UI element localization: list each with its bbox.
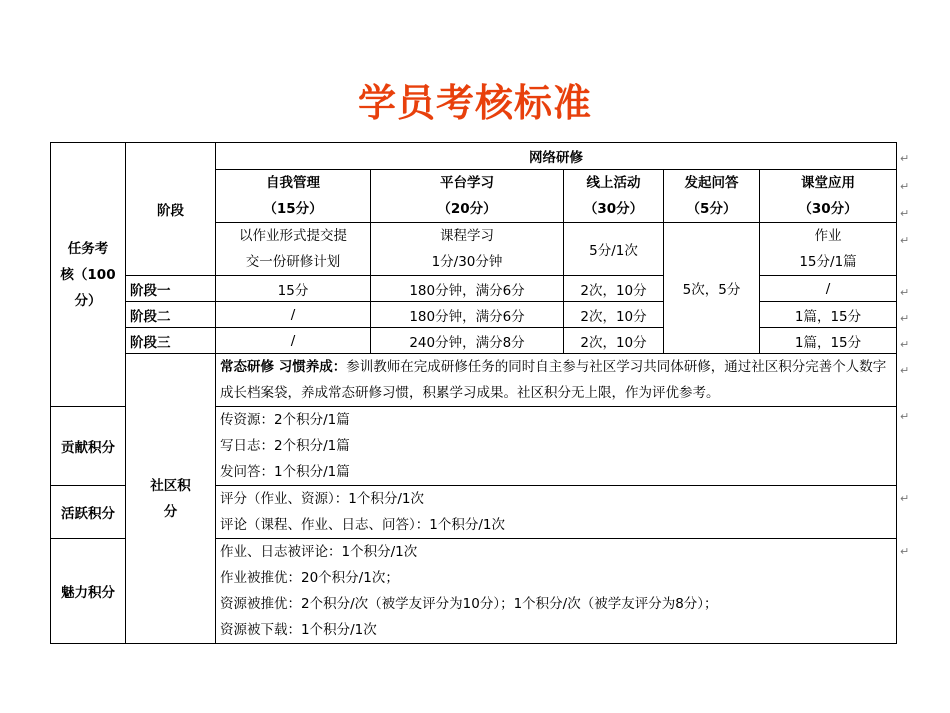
community-intro-text: 参训教师在完成研修任务的同时自主参与社区学习共同体研修，通过社区积分完善个人数字成长档案袋，养成常态研修习惯，积累学习成果。社区积分无上限，作为评优参考。 bbox=[220, 359, 887, 401]
points-item: 作业被推优：20个积分/1次； bbox=[220, 570, 399, 586]
desc-platform-study: 课程学习 1分/30分钟 bbox=[371, 223, 564, 276]
paragraph-mark-icon: ↵ bbox=[900, 207, 910, 220]
stage-activity: 2次，10分 bbox=[564, 328, 664, 354]
points-category-label: 活跃积分 bbox=[51, 486, 126, 539]
paragraph-mark-icon: ↵ bbox=[900, 286, 910, 299]
stage-header: 阶段 bbox=[126, 143, 216, 276]
col-classroom-application: 课堂应用 （30分） bbox=[760, 170, 897, 223]
page-title: 学员考核标准 bbox=[357, 80, 592, 125]
assessment-table bbox=[50, 142, 897, 644]
desc-self-management: 以作业形式提交提 交一份研修计划 bbox=[216, 223, 371, 276]
community-label-lines: 社区积 分 bbox=[150, 477, 191, 520]
stage-row bbox=[51, 302, 897, 328]
stage-label: 阶段二 bbox=[126, 302, 216, 328]
stage-activity: 2次，10分 bbox=[564, 302, 664, 328]
stage-platform: 180分钟，满分6分 bbox=[371, 302, 564, 328]
paragraph-mark-icon: ↵ bbox=[900, 312, 910, 325]
desc-classroom-application: 作业 15分/1篇 bbox=[760, 223, 897, 276]
points-items bbox=[216, 539, 897, 644]
points-item: 评论（课程、作业、日志、问答）：1个积分/1次 bbox=[220, 517, 505, 533]
points-item: 发问答：1个积分/1篇 bbox=[220, 464, 350, 480]
points-item: 资源被下载：1个积分/1次 bbox=[220, 622, 377, 638]
points-item: 传资源：2个积分/1篇 bbox=[220, 412, 350, 428]
paragraph-mark-icon: ↵ bbox=[900, 180, 910, 193]
stage-row bbox=[51, 328, 897, 354]
task-assessment-label bbox=[51, 143, 126, 407]
points-item: 作业、日志被评论：1个积分/1次 bbox=[220, 544, 418, 560]
stage-classroom: 1篇，15分 bbox=[760, 328, 897, 354]
stage-label: 阶段三 bbox=[126, 328, 216, 354]
stage-activity: 2次，10分 bbox=[564, 276, 664, 302]
col-platform-study: 平台学习 （20分） bbox=[371, 170, 564, 223]
points-items bbox=[216, 486, 897, 539]
stage-self: 15分 bbox=[216, 276, 371, 302]
desc-qa: 5次，5分 bbox=[664, 223, 760, 354]
stage-classroom: 1篇，15分 bbox=[760, 302, 897, 328]
stage-classroom: / bbox=[760, 276, 897, 302]
community-intro-heading: 常态研修 习惯养成： bbox=[220, 359, 347, 375]
community-intro bbox=[216, 354, 897, 407]
col-qa: 发起问答 （5分） bbox=[664, 170, 760, 223]
paragraph-mark-icon: ↵ bbox=[900, 234, 910, 247]
paragraph-mark-icon: ↵ bbox=[900, 545, 910, 558]
points-item: 资源被推优：2个积分/次（被学友评分为10分）；1个积分/次（被学友评分为8分）； bbox=[220, 596, 718, 612]
stage-label: 阶段一 bbox=[126, 276, 216, 302]
online-study-header: 网络研修 bbox=[216, 143, 897, 170]
points-items bbox=[216, 407, 897, 486]
paragraph-mark-icon: ↵ bbox=[900, 338, 910, 351]
stage-self: / bbox=[216, 328, 371, 354]
points-category-label: 贡献积分 bbox=[51, 407, 126, 486]
points-category-label: 魅力积分 bbox=[51, 539, 126, 644]
paragraph-mark-icon: ↵ bbox=[900, 410, 910, 423]
stage-row bbox=[51, 276, 897, 302]
paragraph-mark-icon: ↵ bbox=[900, 364, 910, 377]
points-item: 写日志：2个积分/1篇 bbox=[220, 438, 350, 454]
points-item: 评分（作业、资源）：1个积分/1次 bbox=[220, 491, 424, 507]
desc-online-activity: 5分/1次 bbox=[564, 223, 664, 276]
stage-self: / bbox=[216, 302, 371, 328]
col-online-activity: 线上活动 （30分） bbox=[564, 170, 664, 223]
stage-platform: 180分钟，满分6分 bbox=[371, 276, 564, 302]
task-label-lines: 任务考 核（100 分） bbox=[60, 240, 116, 309]
community-points-label bbox=[126, 354, 216, 644]
stage-platform: 240分钟，满分8分 bbox=[371, 328, 564, 354]
paragraph-mark-icon: ↵ bbox=[900, 152, 910, 165]
col-self-management: 自我管理 （15分） bbox=[216, 170, 371, 223]
paragraph-mark-icon: ↵ bbox=[900, 492, 910, 505]
